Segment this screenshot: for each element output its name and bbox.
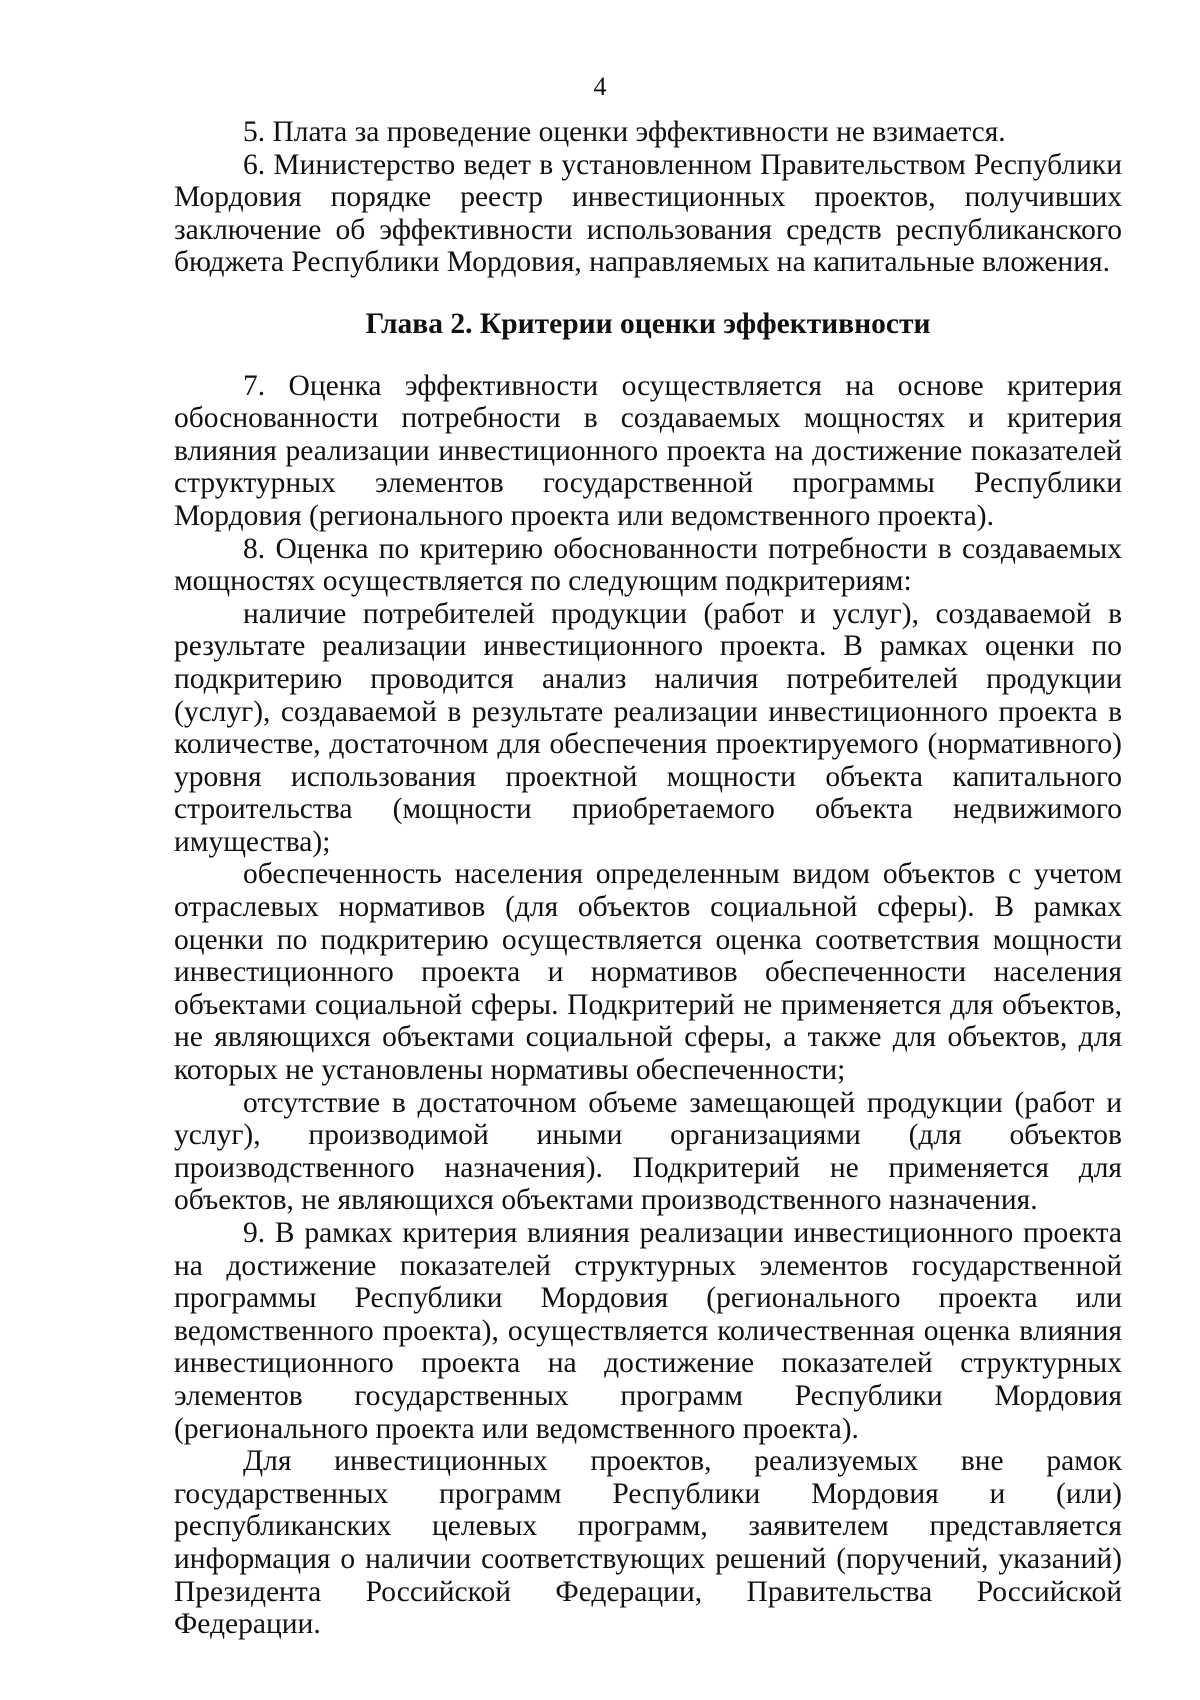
paragraph-7: 7. Оценка эффективности осуществляется на основе критерия обоснованности потребности в создаваемых мощностях и критерия влияния реализации инвестиционного проекта на достижение показателей структурных элементов государственной программы Республики Мордовия (регионального проекта или ведомственного проекта).	[174, 369, 1122, 532]
paragraph-5: 5. Плата за проведение оценки эффективности не взимается.	[243, 116, 1006, 148]
paragraph-8: 8. Оценка по критерию обоснованности потребности в создаваемых мощностях осуществляется по следующим подкритериям:	[174, 532, 1122, 598]
page-number: 4	[593, 72, 607, 101]
paragraph-9-continuation: Для инвестиционных проектов, реализуемых вне рамок государственных программ Республики Мордовия и (или) республиканских целевых программ, заявителем представляется информация о наличии соответствующих решений (поручений, указаний) Президента Российской Федерации, Правительства Российской Федерации.	[174, 1445, 1122, 1641]
subcriterion-substitute: отсутствие в достаточном объеме замещающей продукции (работ и услуг), производимой иными организациями (для объектов производственного назначения). Подкритерий не применяется для объектов, не являющихся объектами производственного назначения.	[174, 1086, 1122, 1217]
paragraph-6: 6. Министерство ведет в установленном Правительством Республики Мордовия порядке реестр инвестиционных проектов, получивших заключение об эффективности использования средств республиканского бюджета Республики Мордовия, направляемых на капитальные вложения.	[174, 148, 1122, 279]
paragraph-9: 9. В рамках критерия влияния реализации инвестиционного проекта на достижение показателей структурных элементов государственной программы Республики Мордовия (регионального проекта или ведомственного проекта), осуществляется количественная оценка влияния инвестиционного проекта на достижение показателей структурных элементов государственных программ Республики Мордовия (регионального проекта или ведомственного проекта).	[174, 1217, 1122, 1445]
chapter-title: Глава 2. Критерии оценки эффективности	[365, 307, 931, 340]
subcriterion-provision: обеспеченность населения определенным видом объектов с учетом отраслевых нормативов (для объектов социальной сферы). В рамках оценки по подкритерию осуществляется оценка соответствия мощности инвестиционного проекта и нормативов обеспеченности населения объектами социальной сферы. Подкритерий не применяется для объектов, не являющихся объектами социальной сферы, а также для объектов, для которых не установлены нормативы обеспеченности;	[174, 858, 1122, 1087]
subcriterion-consumers: наличие потребителей продукции (работ и услуг), создаваемой в результате реализации инвестиционного проекта. В рамках оценки по подкритерию проводится анализ наличия потребителей продукции (услуг), создаваемой в результате реализации инвестиционного проекта в количестве, достаточном для обеспечения проектируемого (нормативного) уровня использования проектной мощности объекта капитального строительства (мощности приобретаемого объекта недвижимого имущества);	[174, 597, 1122, 858]
document-body	[174, 116, 1122, 1641]
